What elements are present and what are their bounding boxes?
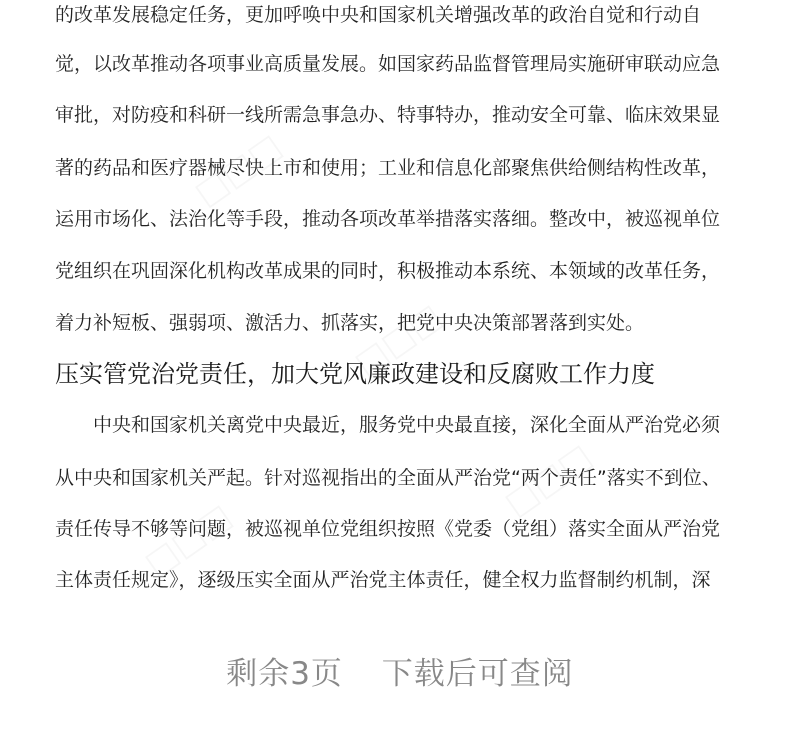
paragraph-line: 的改革发展稳定任务，更加呼唤中央和国家机关增强改革的政治自觉和行动自	[55, 4, 702, 26]
paragraph-line: 责任传导不够等问题，被巡视单位党组织按照《党委（党组）落实全面从严治党	[55, 518, 721, 540]
download-hint-label: 下载后可查阅	[381, 656, 574, 692]
paragraph-line: 中央和国家机关离党中央最近，服务党中央最直接，深化全面从严治党必须	[93, 414, 721, 436]
paragraph-line: 著的药品和医疗器械尽快上市和使用；工业和信息化部聚焦供给侧结构性改革，	[55, 157, 721, 179]
paragraph-line: 审批，对防疫和科研一线所需急事急办、特事特办，推动安全可靠、临床效果显	[55, 104, 721, 126]
paragraph-line: 主体责任规定》，逐级压实全面从严治党主体责任，健全权力监督制约机制，深	[55, 569, 711, 591]
preview-limit-notice[interactable]	[0, 652, 800, 696]
paragraph-line: 党组织在巩固深化机构改革成果的同时，积极推动本系统、本领域的改革任务，	[55, 260, 721, 282]
paragraph-line: 觉，以改革推动各项事业高质量发展。如国家药品监督管理局实施研审联动应急	[55, 53, 721, 75]
paragraph-line: 着力补短板、强弱项、激活力、抓落实，把党中央决策部署落到实处。	[55, 312, 645, 334]
section-heading: 压实管党治党责任，加大党风廉政建设和反腐败工作力度	[55, 360, 655, 388]
remaining-pages-label: 剩余3页	[226, 656, 343, 692]
paragraph-line: 运用市场化、法治化等手段，推动各项改革举措落实落细。整改中，被巡视单位	[55, 208, 721, 230]
paragraph-line: 从中央和国家机关严起。针对巡视指出的全面从严治党“两个责任”落实不到位、	[55, 467, 721, 489]
